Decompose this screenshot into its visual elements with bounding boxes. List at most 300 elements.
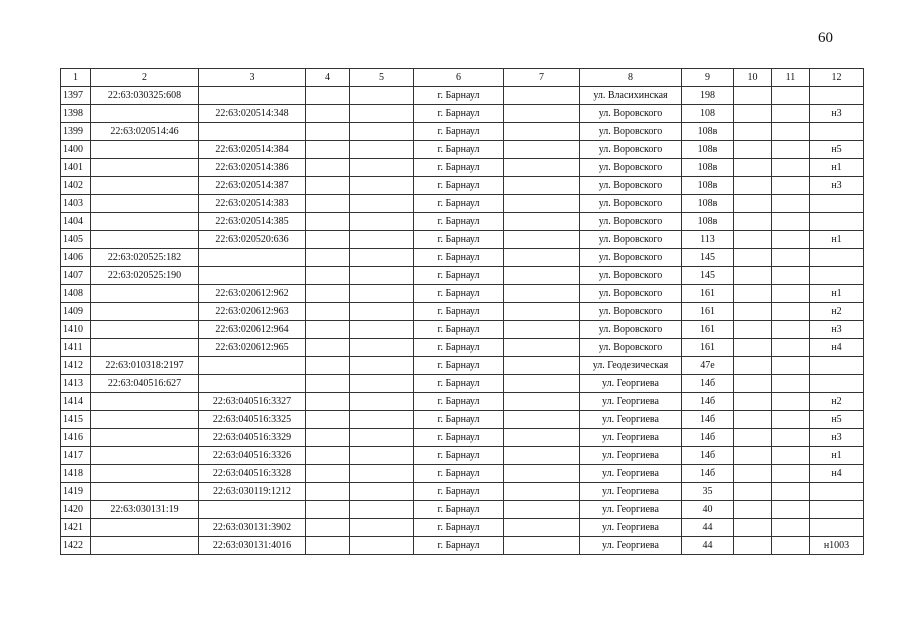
table-cell [504, 519, 580, 537]
table-cell [772, 213, 810, 231]
table-cell [810, 213, 864, 231]
table-cell [350, 393, 414, 411]
table-cell [734, 303, 772, 321]
table-cell [810, 501, 864, 519]
table-cell: 108в [682, 141, 734, 159]
table-cell [350, 501, 414, 519]
table-cell: 22:63:030325:608 [91, 87, 199, 105]
table-cell [772, 285, 810, 303]
table-cell: 1415 [61, 411, 91, 429]
column-header: 3 [199, 69, 306, 87]
table-cell: 108в [682, 177, 734, 195]
table-cell: н1 [810, 447, 864, 465]
table-row [61, 267, 864, 285]
table-cell [772, 321, 810, 339]
table-cell: 1403 [61, 195, 91, 213]
table-cell: 14б [682, 411, 734, 429]
table-cell: г. Барнаул [414, 195, 504, 213]
table-cell [504, 393, 580, 411]
table-cell: г. Барнаул [414, 213, 504, 231]
table-cell: г. Барнаул [414, 519, 504, 537]
table-row [61, 231, 864, 249]
table-cell: г. Барнаул [414, 303, 504, 321]
table-cell: н3 [810, 177, 864, 195]
table-cell [91, 465, 199, 483]
column-header: 1 [61, 69, 91, 87]
table-cell: ул. Георгиева [580, 429, 682, 447]
table-cell: 22:63:040516:3329 [199, 429, 306, 447]
table-cell [306, 465, 350, 483]
table-cell: 14б [682, 393, 734, 411]
table-cell: 1420 [61, 501, 91, 519]
table-cell [306, 249, 350, 267]
table-row [61, 339, 864, 357]
column-header: 6 [414, 69, 504, 87]
table-cell [504, 501, 580, 519]
table-cell [772, 357, 810, 375]
table-cell [350, 321, 414, 339]
table-cell: г. Барнаул [414, 465, 504, 483]
table-cell [504, 321, 580, 339]
table-row [61, 537, 864, 555]
table-cell [772, 339, 810, 357]
table-cell [504, 375, 580, 393]
table-cell: 1408 [61, 285, 91, 303]
table-cell: ул. Геодезическая [580, 357, 682, 375]
table-cell: 161 [682, 321, 734, 339]
table-cell: г. Барнаул [414, 159, 504, 177]
table-cell [199, 375, 306, 393]
table-cell [306, 393, 350, 411]
table-cell: ул. Георгиева [580, 375, 682, 393]
table-cell [734, 105, 772, 123]
table-cell [91, 105, 199, 123]
table-cell [504, 105, 580, 123]
table-row [61, 195, 864, 213]
table-cell [734, 393, 772, 411]
table-cell [504, 411, 580, 429]
table-cell [504, 267, 580, 285]
table-cell: 1400 [61, 141, 91, 159]
table-cell [504, 159, 580, 177]
table-cell [306, 447, 350, 465]
table-cell: ул. Георгиева [580, 483, 682, 501]
table-cell [306, 285, 350, 303]
table-cell [350, 429, 414, 447]
table-cell: 161 [682, 339, 734, 357]
table-cell [772, 105, 810, 123]
table-cell: 1421 [61, 519, 91, 537]
table-row [61, 501, 864, 519]
table-cell [306, 375, 350, 393]
table-cell: ул. Воровского [580, 105, 682, 123]
table-cell [350, 411, 414, 429]
table-row [61, 429, 864, 447]
table-cell: н5 [810, 411, 864, 429]
table-cell [306, 195, 350, 213]
table-cell [734, 357, 772, 375]
table-row [61, 519, 864, 537]
table-cell: 1419 [61, 483, 91, 501]
table-cell: ул. Воровского [580, 249, 682, 267]
table-cell [504, 357, 580, 375]
table-cell [772, 501, 810, 519]
table-cell [734, 249, 772, 267]
table-cell [306, 213, 350, 231]
table-cell [91, 447, 199, 465]
table-cell [91, 177, 199, 195]
table-cell [350, 303, 414, 321]
table-cell: 22:63:020514:385 [199, 213, 306, 231]
table-row [61, 321, 864, 339]
table-cell: 1405 [61, 231, 91, 249]
table-cell [199, 123, 306, 141]
table-cell [810, 249, 864, 267]
table-cell: 22:63:030119:1212 [199, 483, 306, 501]
table-cell: 22:63:020514:387 [199, 177, 306, 195]
table-cell: ул. Воровского [580, 177, 682, 195]
table-cell: 22:63:020514:384 [199, 141, 306, 159]
table-cell: 22:63:020520:636 [199, 231, 306, 249]
table-cell [734, 141, 772, 159]
table-cell [91, 429, 199, 447]
table-cell [306, 177, 350, 195]
table-cell: ул. Воровского [580, 303, 682, 321]
table-cell: 108в [682, 159, 734, 177]
table-cell: г. Барнаул [414, 267, 504, 285]
table-cell: 1422 [61, 537, 91, 555]
table-cell [772, 159, 810, 177]
table-cell [306, 357, 350, 375]
table-cell: ул. Воровского [580, 231, 682, 249]
table-cell: н4 [810, 465, 864, 483]
table-cell [734, 411, 772, 429]
table-cell: ул. Воровского [580, 339, 682, 357]
table-cell [91, 213, 199, 231]
table-cell [772, 87, 810, 105]
table-cell: г. Барнаул [414, 501, 504, 519]
table-cell: 1407 [61, 267, 91, 285]
table-cell [734, 447, 772, 465]
table-cell [504, 537, 580, 555]
table-cell [306, 123, 350, 141]
table-row [61, 375, 864, 393]
table-cell: г. Барнаул [414, 123, 504, 141]
table-cell: 113 [682, 231, 734, 249]
table-cell [504, 303, 580, 321]
table-cell: н4 [810, 339, 864, 357]
table-cell [734, 231, 772, 249]
table-cell: н2 [810, 303, 864, 321]
table-cell [306, 105, 350, 123]
table-cell: 1416 [61, 429, 91, 447]
table-cell [350, 285, 414, 303]
table-cell: ул. Власихинская [580, 87, 682, 105]
table-cell: г. Барнаул [414, 537, 504, 555]
table-cell [350, 177, 414, 195]
table-cell: г. Барнаул [414, 105, 504, 123]
table-cell: 22:63:020514:46 [91, 123, 199, 141]
table-cell [504, 339, 580, 357]
table-cell [350, 537, 414, 555]
table-cell: 22:63:020514:386 [199, 159, 306, 177]
table-cell [504, 447, 580, 465]
table-cell [504, 87, 580, 105]
table-cell: 14б [682, 465, 734, 483]
table-cell: ул. Георгиева [580, 465, 682, 483]
table-cell: г. Барнаул [414, 393, 504, 411]
table-cell: 22:63:020612:965 [199, 339, 306, 357]
table-cell: ул. Воровского [580, 195, 682, 213]
table-cell [91, 519, 199, 537]
table-cell [734, 87, 772, 105]
table-cell [734, 339, 772, 357]
table-cell [91, 339, 199, 357]
table-cell: 22:63:040516:3325 [199, 411, 306, 429]
column-header: 12 [810, 69, 864, 87]
table-cell: ул. Георгиева [580, 411, 682, 429]
table-cell: 22:63:020525:190 [91, 267, 199, 285]
table-row [61, 393, 864, 411]
table-row [61, 285, 864, 303]
table-cell: г. Барнаул [414, 231, 504, 249]
table-cell [350, 123, 414, 141]
table-cell [350, 213, 414, 231]
table-cell [199, 501, 306, 519]
table-row [61, 303, 864, 321]
table-cell: 108в [682, 213, 734, 231]
table-cell: н1 [810, 159, 864, 177]
table-cell: г. Барнаул [414, 141, 504, 159]
table-cell: 161 [682, 285, 734, 303]
table-cell: 14б [682, 429, 734, 447]
table-cell [504, 429, 580, 447]
table-cell [306, 321, 350, 339]
table-cell [772, 519, 810, 537]
table-cell [810, 483, 864, 501]
table-cell [199, 357, 306, 375]
table-cell [306, 411, 350, 429]
table-cell [504, 231, 580, 249]
table-cell [772, 375, 810, 393]
table-cell: ул. Георгиева [580, 537, 682, 555]
table-cell: 22:63:020525:182 [91, 249, 199, 267]
table-cell [734, 213, 772, 231]
table-cell [504, 213, 580, 231]
table-cell: 40 [682, 501, 734, 519]
table-cell [504, 249, 580, 267]
table-cell [91, 321, 199, 339]
table-cell [504, 195, 580, 213]
table-cell [734, 123, 772, 141]
table-cell: 198 [682, 87, 734, 105]
column-header: 8 [580, 69, 682, 87]
table-cell [504, 177, 580, 195]
table-cell: 22:63:040516:627 [91, 375, 199, 393]
table-cell: г. Барнаул [414, 87, 504, 105]
table-cell [810, 87, 864, 105]
table-cell [504, 465, 580, 483]
column-header: 4 [306, 69, 350, 87]
table-cell: 108 [682, 105, 734, 123]
table-cell: 14б [682, 375, 734, 393]
table-cell: 1410 [61, 321, 91, 339]
table-cell: г. Барнаул [414, 375, 504, 393]
table-cell: 1413 [61, 375, 91, 393]
page-number: 60 [818, 30, 833, 46]
table-cell [350, 375, 414, 393]
table-cell [734, 519, 772, 537]
table-cell [91, 195, 199, 213]
table-cell: ул. Георгиева [580, 501, 682, 519]
table-cell: 1412 [61, 357, 91, 375]
column-header: 10 [734, 69, 772, 87]
table-row [61, 159, 864, 177]
table-cell [734, 195, 772, 213]
table-cell: г. Барнаул [414, 249, 504, 267]
table-row [61, 249, 864, 267]
column-header: 9 [682, 69, 734, 87]
table-cell: 1399 [61, 123, 91, 141]
table-cell: ул. Георгиева [580, 447, 682, 465]
table-cell [810, 375, 864, 393]
table-cell: 14б [682, 447, 734, 465]
table-row [61, 87, 864, 105]
table-cell: 145 [682, 249, 734, 267]
table-cell: ул. Воровского [580, 321, 682, 339]
table-cell: 44 [682, 519, 734, 537]
table-cell: н3 [810, 105, 864, 123]
table-cell [734, 321, 772, 339]
table-cell: ул. Воровского [580, 123, 682, 141]
table-cell: н1003 [810, 537, 864, 555]
table-row [61, 357, 864, 375]
table-cell [772, 267, 810, 285]
column-header: 5 [350, 69, 414, 87]
table-cell [91, 411, 199, 429]
table-cell [306, 483, 350, 501]
table-cell [810, 357, 864, 375]
column-header: 11 [772, 69, 810, 87]
table-row [61, 177, 864, 195]
table-cell: 22:63:010318:2197 [91, 357, 199, 375]
table-cell: 47е [682, 357, 734, 375]
table-cell: ул. Георгиева [580, 519, 682, 537]
table-cell [734, 537, 772, 555]
table-cell: 35 [682, 483, 734, 501]
table-row [61, 483, 864, 501]
table-cell [734, 501, 772, 519]
table-cell [772, 249, 810, 267]
table-row [61, 213, 864, 231]
table-cell: 22:63:030131:3902 [199, 519, 306, 537]
table-cell [350, 267, 414, 285]
table-cell [350, 483, 414, 501]
table-cell: 161 [682, 303, 734, 321]
table-row [61, 411, 864, 429]
table-cell: 22:63:020612:962 [199, 285, 306, 303]
table-cell: 22:63:030131:19 [91, 501, 199, 519]
table-cell [91, 537, 199, 555]
table-cell [306, 267, 350, 285]
registry-table [60, 68, 864, 555]
table-cell [91, 303, 199, 321]
table-cell: 1411 [61, 339, 91, 357]
table-cell: г. Барнаул [414, 429, 504, 447]
table-cell: ул. Воровского [580, 159, 682, 177]
table-cell [734, 159, 772, 177]
table-cell [504, 483, 580, 501]
table-row [61, 105, 864, 123]
table-row [61, 447, 864, 465]
table-cell [350, 159, 414, 177]
table-cell [504, 285, 580, 303]
table-cell [306, 159, 350, 177]
table-cell [306, 87, 350, 105]
table-cell: 145 [682, 267, 734, 285]
table-cell [772, 537, 810, 555]
table-cell [772, 483, 810, 501]
table-cell: ул. Георгиева [580, 393, 682, 411]
table-cell [810, 267, 864, 285]
table-cell [91, 231, 199, 249]
table-cell [734, 375, 772, 393]
column-header: 7 [504, 69, 580, 87]
table-cell [306, 537, 350, 555]
table-cell [350, 519, 414, 537]
table-cell [350, 231, 414, 249]
table-cell [772, 393, 810, 411]
table-cell: г. Барнаул [414, 339, 504, 357]
table-cell [306, 519, 350, 537]
table-cell: 1414 [61, 393, 91, 411]
table-cell: 22:63:020612:964 [199, 321, 306, 339]
table-cell [350, 87, 414, 105]
table-cell: 22:63:040516:3328 [199, 465, 306, 483]
table-cell: 1397 [61, 87, 91, 105]
table-cell: 1417 [61, 447, 91, 465]
table-cell: 1406 [61, 249, 91, 267]
table-cell: г. Барнаул [414, 483, 504, 501]
table-cell [350, 357, 414, 375]
table-cell: г. Барнаул [414, 321, 504, 339]
table-cell [91, 483, 199, 501]
table-cell [772, 195, 810, 213]
table-cell: 22:63:030131:4016 [199, 537, 306, 555]
table-cell [504, 123, 580, 141]
table-cell: 22:63:040516:3326 [199, 447, 306, 465]
table-cell: 108в [682, 195, 734, 213]
table-cell: г. Барнаул [414, 285, 504, 303]
table-cell: ул. Воровского [580, 285, 682, 303]
table-cell [91, 393, 199, 411]
table-cell [350, 339, 414, 357]
table-row [61, 465, 864, 483]
table-cell [306, 501, 350, 519]
table-cell: н1 [810, 285, 864, 303]
table-cell [734, 285, 772, 303]
table-cell: 22:63:020514:383 [199, 195, 306, 213]
table-cell [91, 159, 199, 177]
table-cell: г. Барнаул [414, 447, 504, 465]
table-cell [504, 141, 580, 159]
table-cell: г. Барнаул [414, 357, 504, 375]
table-cell [772, 447, 810, 465]
table-cell: ул. Воровского [580, 141, 682, 159]
table-cell: 22:63:040516:3327 [199, 393, 306, 411]
table-cell: 1404 [61, 213, 91, 231]
table-cell [91, 141, 199, 159]
